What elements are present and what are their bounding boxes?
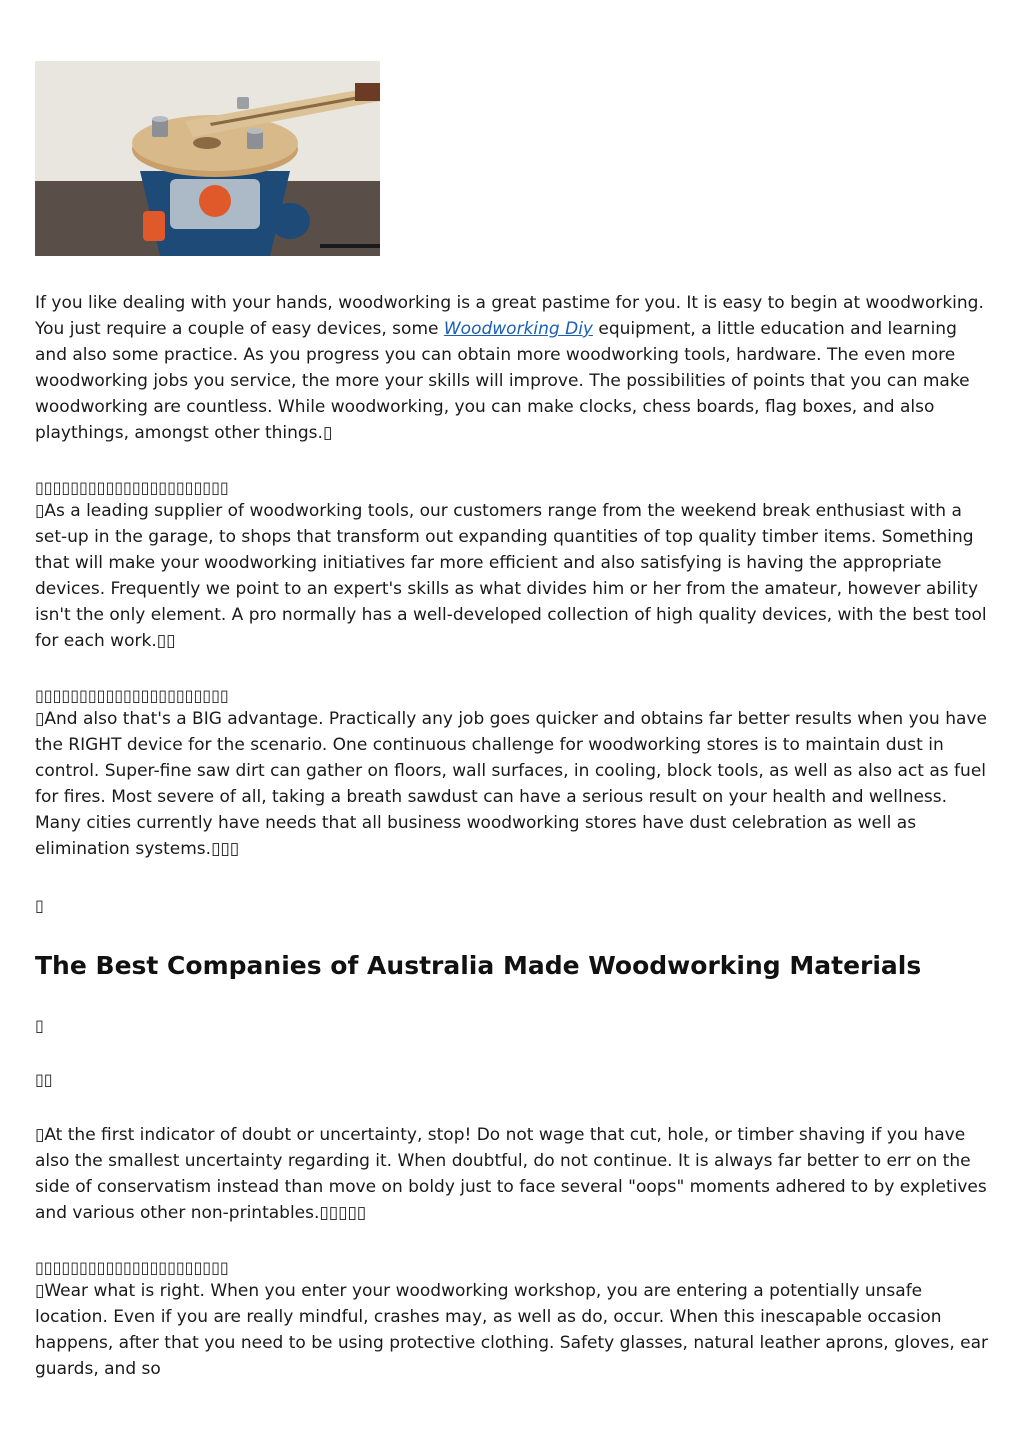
paragraph-intro-text-end: equipment, a little education and learning and also some practice. As you progress you can obtain more woodworking tools, hardware. The even more woodworking jobs you service, the more your skills will improve. The possibilities of points that you can make woodworking are countless. While woodworking, you can make clocks, chess boards, flag boxes, and also playthings, amongst other things.▯ xyxy=(35,319,970,443)
glyph-row: ▯▯▯▯▯▯▯▯▯▯▯▯▯▯▯▯▯▯▯▯▯▯ xyxy=(35,1258,229,1277)
glyph-double: ▯▯ xyxy=(35,1070,53,1089)
glyph-row: ▯▯▯▯▯▯▯▯▯▯▯▯▯▯▯▯▯▯▯▯▯▯ xyxy=(35,686,229,705)
glyph-single: ▯ xyxy=(35,896,44,915)
section-heading: The Best Companies of Australia Made Woodworking Materials xyxy=(35,951,922,980)
router-jig-photo-icon xyxy=(35,61,380,256)
woodworking-diy-link[interactable]: Woodworking Diy xyxy=(443,319,593,339)
paragraph-wear: ▯Wear what is right. When you enter your woodworking workshop, you are entering a potentially unsafe location. Even if you are really mindful, crashes may, as well as do, occur. When this inescapable occasion happens, after that you need to be using protective clothing. Safety glasses, natural leather aprons, gloves, ear guards, and so xyxy=(35,1281,989,1379)
glyph-single: ▯ xyxy=(35,1016,44,1035)
paragraph-intro-text-start: If you like dealing with your hands, woodworking is a great pastime for you. It is easy to begin at woodworking. You just require a couple of easy devices, some xyxy=(35,293,984,339)
paragraph-intro xyxy=(35,290,990,446)
paragraph-doubt: ▯At the first indicator of doubt or uncertainty, stop! Do not wage that cut, hole, or timber shaving if you have also the smallest uncertainty regarding it. When doubtful, do not continue. It is always far better to err on the side of conservatism instead than move on boldy just to face several "oops" moments adhered to by expletives and various other non-printables.▯▯▯▯▯ xyxy=(35,1125,987,1223)
paragraph-advantage: ▯And also that's a BIG advantage. Practically any job goes quicker and obtains far better results when you have the RIGHT device for the scenario. One continuous challenge for woodworking stores is to maintain dust in control. Super-fine saw dirt can gather on floors, wall surfaces, in cooling, block tools, as well as also act as fuel for fires. Most severe of all, taking a breath sawdust can have a serious result on your health and wellness. Many cities currently have needs that all business woodworking stores have dust celebration as well as elimination systems.▯▯▯ xyxy=(35,709,987,859)
document-page xyxy=(35,61,990,1382)
glyph-row: ▯▯▯▯▯▯▯▯▯▯▯▯▯▯▯▯▯▯▯▯▯▯ xyxy=(35,478,229,497)
paragraph-supplier: ▯As a leading supplier of woodworking tools, our customers range from the weekend break enthusiast with a set-up in the garage, to shops that transform out expanding quantities of top quality timber items. Something that will make your woodworking initiatives far more efficient and also satisfying is having the appropriate devices. Frequently we point to an expert's skills as what divides him or her from the amateur, however ability isn't the only element. A pro normally has a well-developed collection of high quality devices, with the best tool for each work.▯▯ xyxy=(35,501,987,651)
